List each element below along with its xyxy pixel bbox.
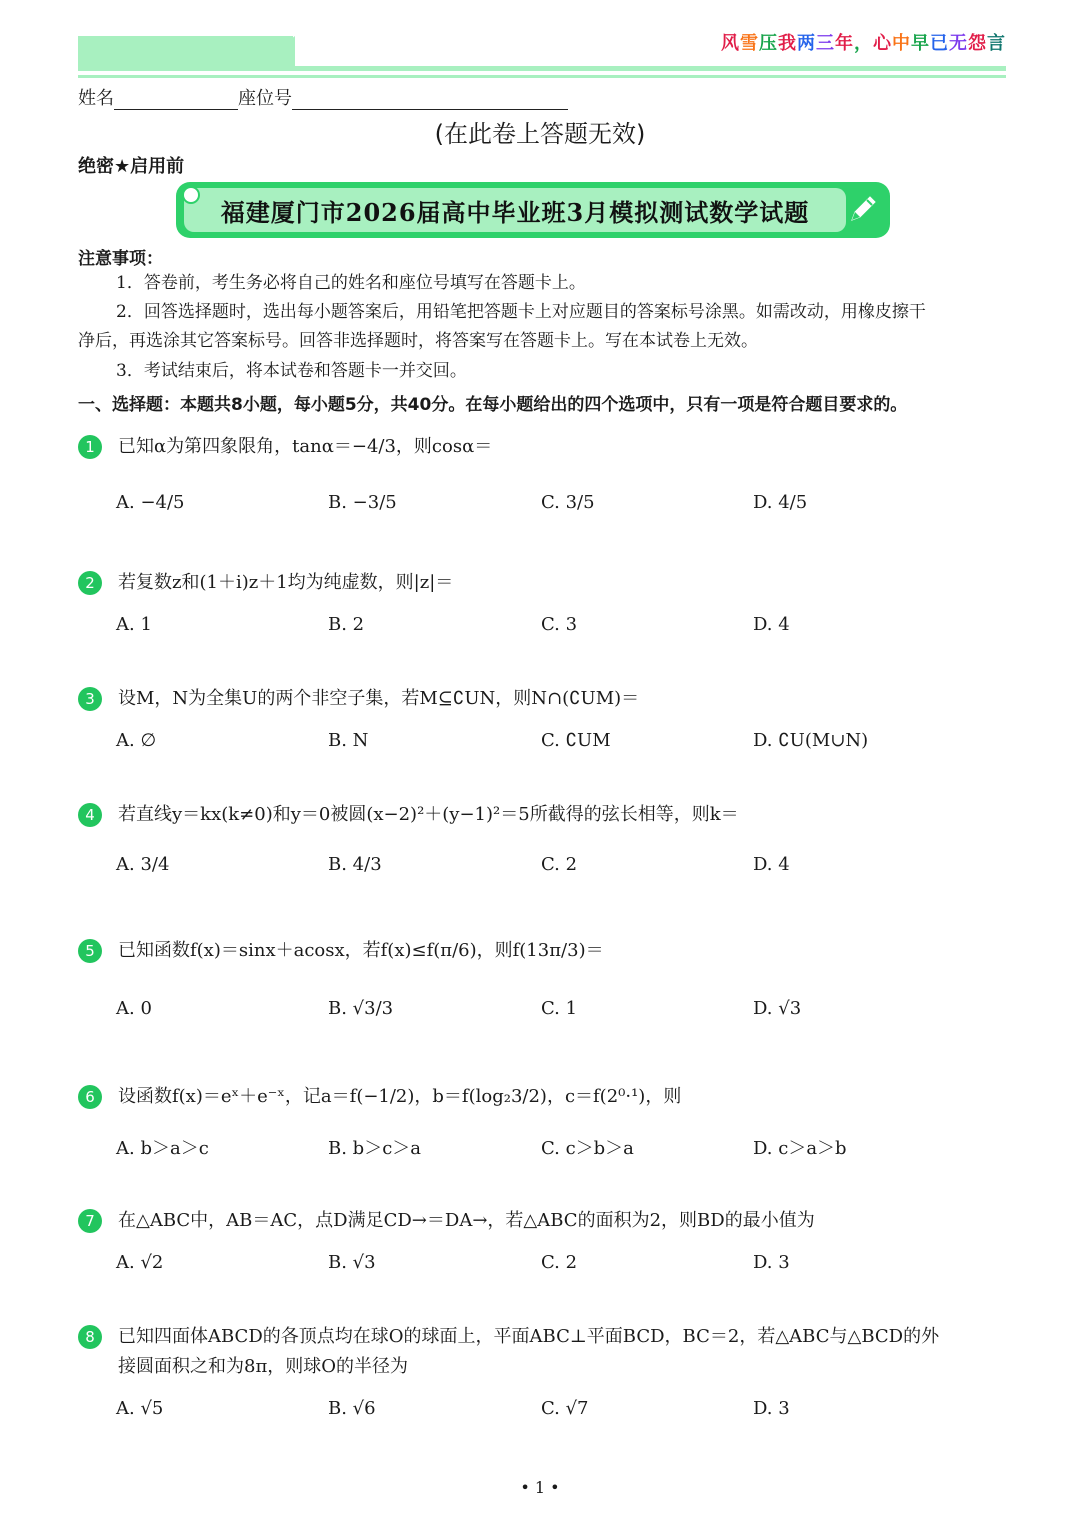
name-label: 姓名 <box>78 88 114 109</box>
question-number-badge: 6 <box>78 1085 102 1109</box>
notes-heading: 注意事项： <box>78 249 163 269</box>
seat-label: 座位号 <box>238 88 292 109</box>
note-item: 净后，再选涂其它答案标号。回答非选择题时，将答案写在答题卡上。写在本试卷上无效。 <box>78 331 758 351</box>
answer-option: B. 4/3 <box>328 854 382 875</box>
header-rule-thin <box>78 75 1006 78</box>
motto-char: 早 <box>911 33 930 54</box>
answer-option: B. √6 <box>328 1398 376 1419</box>
header-band-slant <box>255 36 295 66</box>
name-seat-bar <box>78 84 568 110</box>
question-number-badge: 3 <box>78 687 102 711</box>
answer-option: B. N <box>328 730 369 751</box>
question-text: 若复数z和(1＋i)z＋1均为纯虚数，则|z|＝ <box>118 572 454 593</box>
answer-option: A. −4/5 <box>116 492 185 513</box>
answer-option: A. 3/4 <box>116 854 170 875</box>
pencil-icon <box>846 192 880 226</box>
answer-option: B. √3/3 <box>328 998 394 1019</box>
question-number-badge: 4 <box>78 803 102 827</box>
question-text: 已知函数f(x)＝sinx＋acosx，若f(x)≤f(π/6)，则f(13π/3)＝ <box>118 940 604 961</box>
question-number-badge: 1 <box>78 435 102 459</box>
motto-char: ， <box>854 33 873 54</box>
answer-option: D. 3 <box>753 1252 790 1273</box>
secret-label: 绝密★启用前 <box>78 156 185 177</box>
invalid-note: (在此卷上答题无效) <box>434 120 646 148</box>
motto-char: 心 <box>873 33 892 54</box>
motto-char: 言 <box>987 33 1006 54</box>
answer-option: B. −3/5 <box>328 492 397 513</box>
question-text: 已知α为第四象限角，tanα＝−4/3，则cosα＝ <box>118 436 493 457</box>
question-text: 若直线y＝kx(k≠0)和y＝0被圆(x−2)²＋(y−1)²＝5所截得的弦长相等，则k＝ <box>118 804 739 825</box>
motto-char: 我 <box>778 33 797 54</box>
answer-option: B. 2 <box>328 614 365 635</box>
question-text: 接圆面积之和为8π，则球O的半径为 <box>118 1356 409 1377</box>
motto-char: 年 <box>835 33 854 54</box>
header-motto <box>721 29 1006 55</box>
answer-option: C. c＞b＞a <box>541 1138 634 1159</box>
motto-char: 中 <box>892 33 911 54</box>
question-number-badge: 8 <box>78 1325 102 1349</box>
motto-char: 雪 <box>740 33 759 54</box>
motto-char: 怨 <box>968 33 987 54</box>
answer-option: D. ∁U(M∪N) <box>753 730 869 751</box>
answer-option: D. c＞a＞b <box>753 1138 847 1159</box>
answer-option: A. 0 <box>116 998 152 1019</box>
header-rule-thick <box>78 66 1006 71</box>
note-item: 2．回答选择题时，选出每小题答案后，用铅笔把答题卡上对应题目的答案标号涂黑。如需改动，用橡皮擦干 <box>116 302 926 322</box>
answer-option: C. √7 <box>541 1398 589 1419</box>
answer-option: B. √3 <box>328 1252 376 1273</box>
answer-option: A. √2 <box>116 1252 164 1273</box>
question-text: 设M，N为全集U的两个非空子集，若M⊆∁UN，则N∩(∁UM)＝ <box>118 688 640 709</box>
title-banner <box>176 182 890 238</box>
answer-option: A. 1 <box>116 614 152 635</box>
answer-option: C. 2 <box>541 854 578 875</box>
answer-option: C. 3/5 <box>541 492 595 513</box>
name-field[interactable] <box>114 89 238 110</box>
question-text: 已知四面体ABCD的各顶点均在球O的球面上，平面ABC⊥平面BCD，BC＝2，若△ABC与△BCD的外 <box>118 1326 940 1347</box>
note-item: 1．答卷前，考生务必将自己的姓名和座位号填写在答题卡上。 <box>116 273 586 293</box>
motto-char: 压 <box>759 33 778 54</box>
question-number-badge: 7 <box>78 1209 102 1233</box>
question-text: 设函数f(x)＝eˣ＋e⁻ˣ，记a＝f(−1/2)，b＝f(log₂3/2)，c＝f(2⁰·¹)，则 <box>118 1086 682 1107</box>
question-text: 在△ABC中，AB＝AC，点D满足CD→＝DA→，若△ABC的面积为2，则BD的最小值为 <box>118 1210 815 1231</box>
answer-option: C. 1 <box>541 998 578 1019</box>
page-title: 福建厦门市2026届高中毕业班3月模拟测试数学试题 <box>184 188 846 232</box>
question-number-badge: 2 <box>78 571 102 595</box>
motto-char: 两 <box>797 33 816 54</box>
title-dot-icon <box>182 186 200 204</box>
answer-option: A. √5 <box>116 1398 164 1419</box>
question-number-badge: 5 <box>78 939 102 963</box>
answer-option: A. b＞a＞c <box>116 1138 209 1159</box>
page-number: • 1 • <box>520 1478 560 1497</box>
motto-char: 已 <box>930 33 949 54</box>
answer-option: D. 3 <box>753 1398 790 1419</box>
answer-option: C. ∁UM <box>541 730 611 751</box>
motto-char: 无 <box>949 33 968 54</box>
seat-field[interactable] <box>292 89 568 110</box>
answer-option: C. 2 <box>541 1252 578 1273</box>
answer-option: D. 4 <box>753 614 790 635</box>
answer-option: D. √3 <box>753 998 802 1019</box>
note-item: 3．考试结束后，将本试卷和答题卡一并交回。 <box>116 361 467 381</box>
motto-char: 三 <box>816 33 835 54</box>
answer-option: C. 3 <box>541 614 578 635</box>
answer-option: B. b＞c＞a <box>328 1138 422 1159</box>
answer-option: D. 4/5 <box>753 492 808 513</box>
answer-option: D. 4 <box>753 854 790 875</box>
motto-char: 风 <box>721 33 740 54</box>
section-heading: 一、选择题：本题共8小题，每小题5分，共40分。在每小题给出的四个选项中，只有一项是符合题目要求的。 <box>78 395 908 415</box>
answer-option: A. ∅ <box>116 730 157 751</box>
